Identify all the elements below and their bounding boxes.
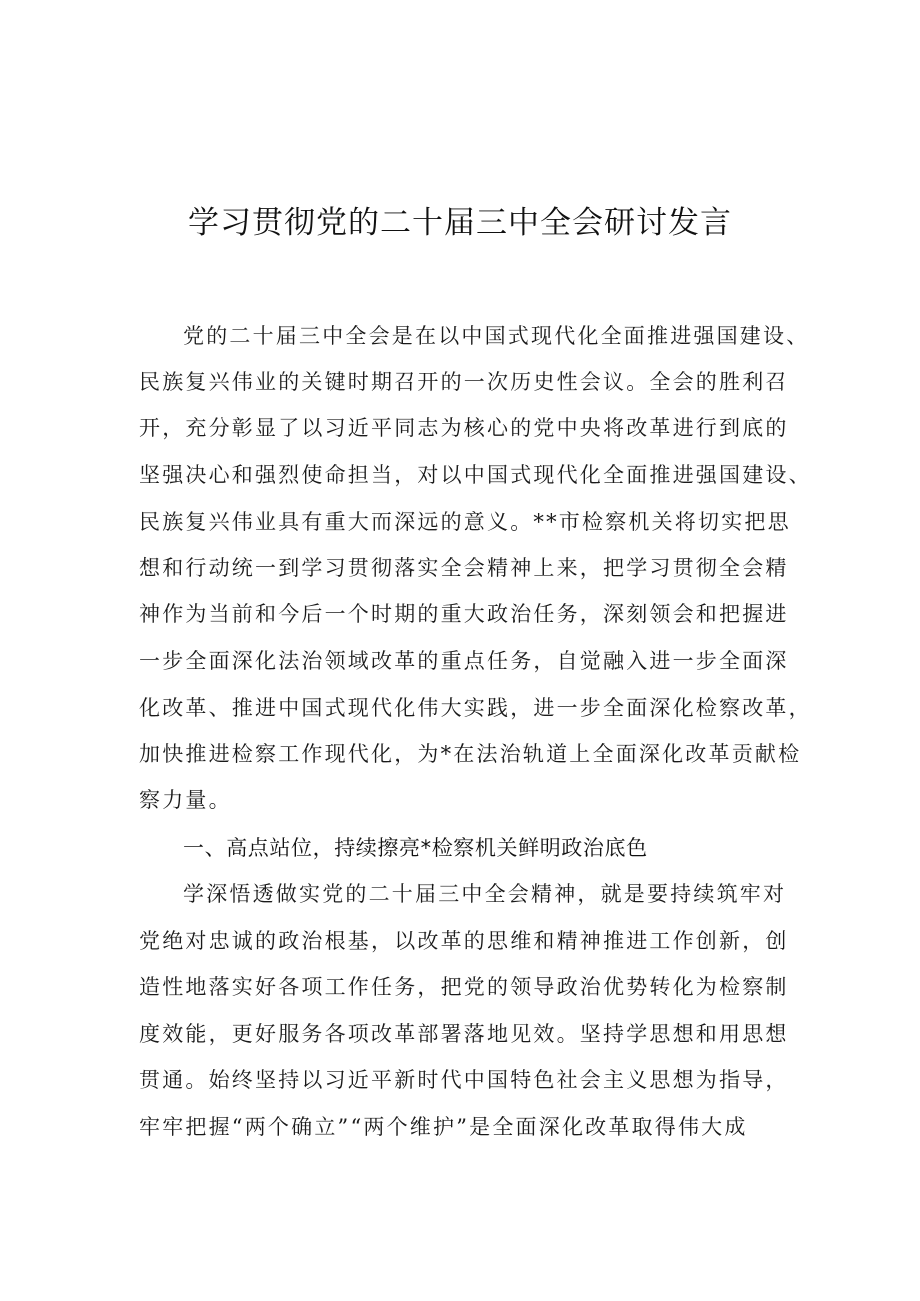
paragraph-line: 学深悟透做实党的二十届三中全会精神，就是要持续筑牢对: [183, 882, 787, 906]
paragraph-line: 想和行动统一到学习贯彻落实全会精神上来，把学习贯彻全会精: [139, 556, 789, 580]
paragraph-line: 化改革、推进中国式现代化伟大实践，进一步全面深化检察改革，: [139, 696, 812, 720]
paragraph-line: 坚强决心和强烈使命担当，对以中国式现代化全面推进强国建设、: [139, 463, 812, 487]
document-title: 学习贯彻党的二十届三中全会研讨发言: [188, 205, 732, 241]
paragraph-line: 开，充分彰显了以习近平同志为核心的党中央将改革进行到底的: [139, 416, 789, 440]
paragraph-line: 贯通。始终坚持以习近平新时代中国特色社会主义思想为指导，: [139, 1068, 789, 1092]
paragraph-line: 党绝对忠诚的政治根基，以改革的思维和精神推进工作创新，创: [139, 929, 789, 953]
section-heading: 一、高点站位，持续擦亮*检察机关鲜明政治底色: [183, 836, 648, 860]
paragraph-line: 牢牢把握“两个确立”“两个维护”是全面深化改革取得伟大成: [139, 1115, 748, 1139]
paragraph-line: 神作为当前和今后一个时期的重大政治任务，深刻领会和把握进: [139, 602, 789, 626]
paragraph-line: 一步全面深化法治领域改革的重点任务，自觉融入进一步全面深: [139, 649, 789, 673]
paragraph-line: 党的二十届三中全会是在以中国式现代化全面推进强国建设、: [183, 324, 810, 348]
paragraph-line: 加快推进检察工作现代化，为*在法治轨道上全面深化改革贡献检: [139, 742, 802, 766]
paragraph-line: 察力量。: [139, 788, 232, 812]
paragraph-line: 民族复兴伟业的关键时期召开的一次历史性会议。全会的胜利召: [139, 370, 789, 394]
paragraph-line: 造性地落实好各项工作任务，把党的领导政治优势转化为检察制: [139, 975, 789, 999]
paragraph-line: 度效能，更好服务各项改革部署落地见效。坚持学思想和用思想: [139, 1022, 789, 1046]
paragraph-line: 民族复兴伟业具有重大而深远的意义。**市检察机关将切实把思: [139, 510, 791, 534]
